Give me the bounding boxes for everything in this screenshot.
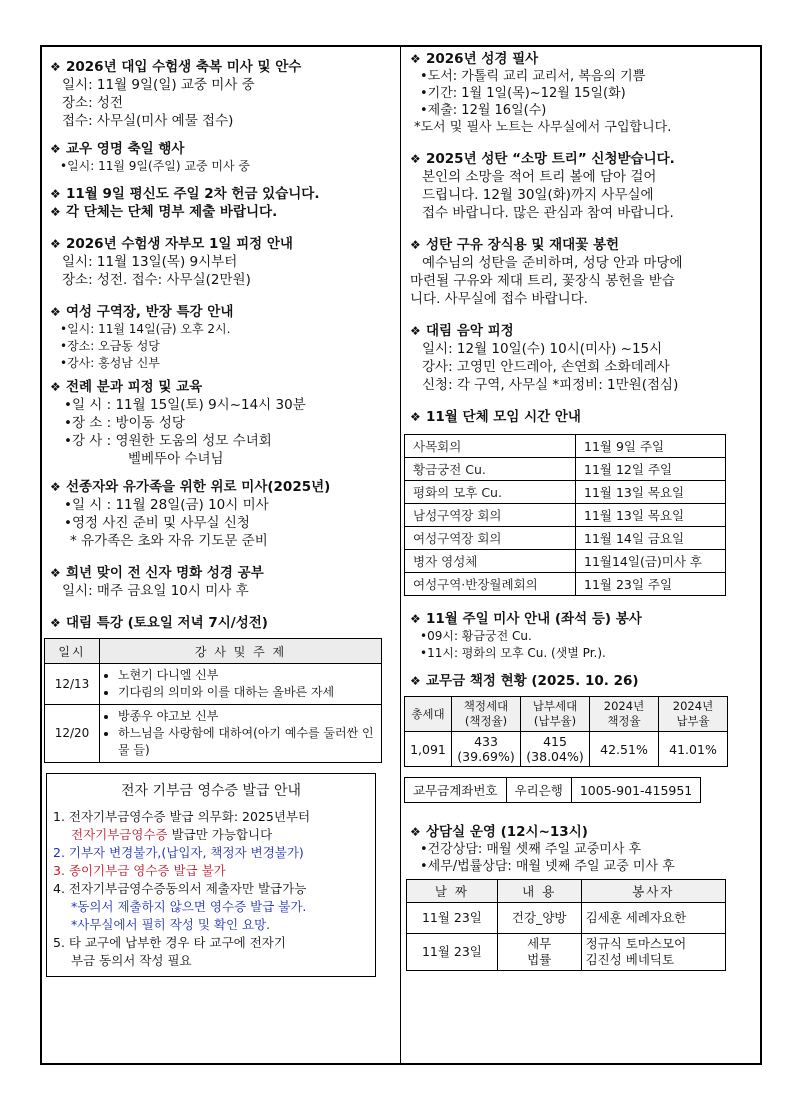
counseling-content: 세무 법률 <box>497 934 581 971</box>
table-row <box>405 504 726 527</box>
notice-bible-study <box>50 564 390 600</box>
notice-title: 11월 9일 평신도 주일 2차 헌금 있습니다. <box>66 186 320 202</box>
notice-line: 접수: 사무실(미사 예물 접수) <box>62 113 234 129</box>
notice-title: 각 단체는 단체 명부 제출 바랍니다. <box>66 204 278 220</box>
notice-line: 일시: 11월 9일(일) 교중 미사 중 <box>62 77 255 93</box>
notice-exam-mass <box>50 58 390 130</box>
donation-highlight: 전자기부금영수증 <box>71 827 168 842</box>
notice-counseling <box>410 823 755 971</box>
bullet-icon: ❖ <box>50 480 61 494</box>
notice-title: 교우 영명 축일 행사 <box>66 141 185 157</box>
table-header: 날 짜 <box>407 880 498 903</box>
notice-line: 장소: 성전 <box>62 95 124 111</box>
notice-line: •강 사 : 영원한 도움의 성모 수녀회 <box>64 433 272 449</box>
notice-line: 본인의 소망을 적어 트리 볼에 담아 걸어 <box>422 169 657 185</box>
group-meeting-table <box>404 434 726 596</box>
notice-line: •장소: 오금동 성당 <box>60 339 160 353</box>
lecture-item: • 노현기 다니엘 신부 <box>118 667 377 684</box>
bullet-icon: ❖ <box>410 238 421 252</box>
table-header: 책정세대 (책정율) <box>452 697 521 732</box>
notice-line: •09시: 황금궁전 Cu. <box>420 629 532 643</box>
lecture-item: • 방종우 야고보 신부 <box>118 708 377 725</box>
bullet-icon: ❖ <box>50 187 61 201</box>
dues-value: 415 (38.04%) <box>521 732 590 767</box>
lecture-item: • 하느님을 사랑함에 대하여(아기 예수를 둘러싼 인물 들) <box>118 725 377 759</box>
counseling-staff: 김진성 베네딕토 <box>585 952 675 967</box>
notice-line: 강사: 고영민 안드레아, 손연희 소화데레사 <box>422 359 670 375</box>
donation-line: 2. 기부자 변경불가,(납입자, 책정자 변경불가) <box>53 845 304 860</box>
notice-line: 니다. 사무실에 접수 바랍니다. <box>410 291 588 307</box>
notice-line: •일시: 11월 9일(주일) 교중 미사 중 <box>60 159 250 173</box>
notice-line: •장 소 : 방이동 성당 <box>64 415 185 431</box>
group-name: 병자 영성체 <box>405 550 576 573</box>
bullet-icon: ❖ <box>50 305 61 319</box>
bullet-icon: ❖ <box>50 237 61 251</box>
group-name: 여성구역·반장월례회의 <box>405 573 576 596</box>
group-date: 11월 9일 주일 <box>576 435 726 458</box>
notice-line: 일시: 매주 금요일 10시 미사 후 <box>62 583 249 599</box>
table-row <box>407 934 726 971</box>
bullet-icon: ❖ <box>50 616 61 630</box>
notice-line: •일 시 : 11월 15일(토) 9시~14시 30분 <box>64 397 306 413</box>
group-date: 11월 14일 금요일 <box>576 527 726 550</box>
donation-line: 1. 전자기부금영수증 발급 의무화: 2025년부터 <box>53 809 311 824</box>
table-header: 일시 <box>45 639 100 664</box>
group-name: 사목회의 <box>405 435 576 458</box>
column-divider <box>400 45 401 1065</box>
table-row <box>405 550 726 573</box>
group-name: 여성구역장 회의 <box>405 527 576 550</box>
notice-line: •도서: 가톨릭 교리 교리서, 복음의 기쁨 <box>420 69 646 84</box>
notice-line: 일시: 11월 13일(목) 9시부터 <box>62 254 238 270</box>
notice-line: 예수님의 성탄을 준비하며, 성당 안과 마당에 <box>422 255 683 271</box>
bullet-icon: ❖ <box>410 152 421 166</box>
table-row <box>405 573 726 596</box>
notice-title: 대림 특강 (토요일 저녁 7시/성전) <box>66 615 268 631</box>
notice-title: 2026년 수험생 자부모 1일 피정 안내 <box>66 236 293 252</box>
notice-line: 접수 바랍니다. 많은 관심과 참여 바랍니다. <box>422 205 674 221</box>
notice-line: •제출: 12월 16일(수) <box>420 103 547 118</box>
notice-title: 상담실 운영 (12시~13시) <box>426 824 588 840</box>
bullet-icon: ❖ <box>50 566 61 580</box>
notice-advent-lecture <box>50 614 390 763</box>
lecture-date: 12/13 <box>45 664 100 705</box>
left-column <box>50 50 390 977</box>
dues-value: 41.01% <box>659 732 728 767</box>
notice-line: •건강상담: 매월 셋째 주일 교중미사 후 <box>420 842 642 857</box>
notice-group-meetings <box>410 408 755 596</box>
notice-line: •11시: 평화의 모후 Cu. (샛별 Pr.). <box>420 646 606 660</box>
notice-sunday-mass-service <box>410 610 755 662</box>
account-bank: 우리은행 <box>506 778 571 803</box>
lecture-date: 12/20 <box>45 705 100 763</box>
counseling-content: 건강_양방 <box>497 903 581 934</box>
group-date: 11월 13일 목요일 <box>576 504 726 527</box>
table-row <box>405 435 726 458</box>
notice-bible-copy <box>410 50 755 136</box>
table-row <box>407 903 726 934</box>
dues-value: 1,091 <box>405 732 452 767</box>
notice-title: 2026년 대입 수험생 축복 미사 및 안수 <box>66 59 302 75</box>
notice-music-retreat <box>410 322 755 394</box>
table-header: 봉사자 <box>581 880 725 903</box>
notice-parish-dues <box>410 672 755 803</box>
donation-line: 3. 종이기부금 영수증 발급 불가 <box>53 863 226 878</box>
lecture-item: • 기다림의 의미와 이를 대하는 올바른 자세 <box>118 684 377 701</box>
notice-line: 벨베뚜아 수녀님 <box>128 451 224 467</box>
group-name: 남성구역장 회의 <box>405 504 576 527</box>
donation-line: *동의서 제출하지 않으면 영수증 발급 불가. <box>71 899 307 914</box>
group-date: 11월 13일 목요일 <box>576 481 726 504</box>
notice-title: 11월 단체 모임 시간 안내 <box>426 409 581 425</box>
group-name: 평화의 모후 Cu. <box>405 481 576 504</box>
notice-line: 신청: 각 구역, 사무실 *피정비: 1만원(점심) <box>422 377 679 393</box>
bullet-icon: ❖ <box>50 60 61 74</box>
account-label: 교무금계좌번호 <box>405 778 507 803</box>
counseling-staff: 김세훈 세례자요한 <box>581 903 725 934</box>
notice-line: •일시: 11월 14일(금) 오후 2시. <box>60 322 231 336</box>
notice-nativity-offering <box>410 236 755 308</box>
notice-wish-tree <box>410 150 755 222</box>
counseling-table <box>406 879 726 971</box>
notice-title: 11월 주일 미사 안내 (좌석 등) 봉사 <box>426 611 642 627</box>
table-header: 강 사 및 주 제 <box>100 639 382 664</box>
notice-feast-day <box>50 140 390 175</box>
group-name: 황금궁전 Cu. <box>405 458 576 481</box>
counseling-staff: 정규식 토마스모어 <box>585 936 687 951</box>
bullet-icon: ❖ <box>410 674 421 688</box>
table-row <box>405 458 726 481</box>
group-date: 11월 23일 주일 <box>576 573 726 596</box>
table-row <box>45 705 382 763</box>
notice-title: 선종자와 유가족을 위한 위로 미사(2025년) <box>66 479 331 495</box>
counseling-date: 11월 23일 <box>407 934 498 971</box>
bullet-icon: ❖ <box>410 825 421 839</box>
bullet-icon: ❖ <box>410 52 421 66</box>
bullet-icon: ❖ <box>50 205 61 219</box>
notice-memorial-mass <box>50 478 390 550</box>
notice-line: *도서 및 필사 노트는 사무실에서 구입합니다. <box>414 120 672 135</box>
donation-line: 발급만 가능합니다 <box>167 827 273 842</box>
notice-line: •영정 사진 준비 및 사무실 신청 <box>64 515 250 531</box>
notice-women-lecture <box>50 303 390 372</box>
bullet-icon: ❖ <box>410 410 421 424</box>
bullet-icon: ❖ <box>410 324 421 338</box>
notice-line: •일 시 : 11월 28일(금) 10시 미사 <box>64 497 269 513</box>
notice-liturgy-retreat <box>50 378 390 468</box>
donation-receipt-box <box>46 773 376 977</box>
notice-title: 여성 구역장, 반장 특강 안내 <box>66 304 234 320</box>
notice-title: 성탄 구유 장식용 및 재대꽃 봉헌 <box>426 237 620 253</box>
notice-line: 드립니다. 12월 30일(화)까지 사무실에 <box>422 187 654 203</box>
donation-line: 4. 전자기부금영수증동의서 제출자만 발급가능 <box>53 881 307 896</box>
notice-line: 일시: 12월 10일(수) 10시(미사) ~15시 <box>422 341 663 357</box>
dues-value: 433 (39.69%) <box>452 732 521 767</box>
notice-title: 2025년 성탄 “소망 트리” 신청받습니다. <box>426 151 675 167</box>
notice-line: •세무/법률상담: 매월 넷째 주일 교중 미사 후 <box>420 859 675 874</box>
notice-line: •기간: 1월 1일(목)~12월 15일(화) <box>420 86 626 101</box>
notice-laity-sunday <box>50 185 390 221</box>
group-date: 11월14일(금)미사 후 <box>576 550 726 573</box>
table-header: 총세대 <box>405 697 452 732</box>
table-header: 2024년 책정율 <box>590 697 659 732</box>
bullet-icon: ❖ <box>410 612 421 626</box>
table-row <box>405 481 726 504</box>
table-header: 납부세대 (납부율) <box>521 697 590 732</box>
table-row <box>45 664 382 705</box>
right-column <box>410 50 755 971</box>
notice-title: 전례 분과 피정 및 교육 <box>66 379 203 395</box>
notice-title: 2026년 성경 필사 <box>426 51 539 67</box>
bullet-icon: ❖ <box>50 142 61 156</box>
account-number: 1005-901-415951 <box>571 778 700 803</box>
group-date: 11월 12일 주일 <box>576 458 726 481</box>
notice-line: •강사: 홍성남 신부 <box>60 356 160 370</box>
dues-status-table <box>404 696 728 767</box>
donation-line: 5. 타 교구에 납부한 경우 타 교구에 전자기 <box>53 935 286 950</box>
donation-line: 부금 동의서 작성 필요 <box>71 953 192 968</box>
notice-line: * 유가족은 초와 자유 기도문 준비 <box>70 533 268 549</box>
advent-lecture-table <box>44 638 382 763</box>
notice-line: 마련될 구유와 제대 트리, 꽃장식 봉헌을 받습 <box>410 273 675 289</box>
counseling-date: 11월 23일 <box>407 903 498 934</box>
donation-title: 전자 기부금 영수증 발급 안내 <box>120 783 302 799</box>
table-row <box>405 732 728 767</box>
notice-title: 대림 음악 피정 <box>426 323 514 339</box>
notice-line: 장소: 성전. 접수: 사무실(2만원) <box>62 272 251 288</box>
notice-title: 교무금 책정 현황 (2025. 10. 26) <box>426 673 639 689</box>
notice-parent-retreat <box>50 235 390 289</box>
dues-account-table <box>404 777 701 803</box>
table-header: 2024년 납부율 <box>659 697 728 732</box>
dues-value: 42.51% <box>590 732 659 767</box>
notice-title: 희년 맞이 전 신자 명화 성경 공부 <box>66 565 264 581</box>
donation-line: *사무실에서 필히 작성 및 확인 요망. <box>71 917 271 932</box>
bullet-icon: ❖ <box>50 380 61 394</box>
table-header: 내 용 <box>497 880 581 903</box>
table-row <box>405 527 726 550</box>
